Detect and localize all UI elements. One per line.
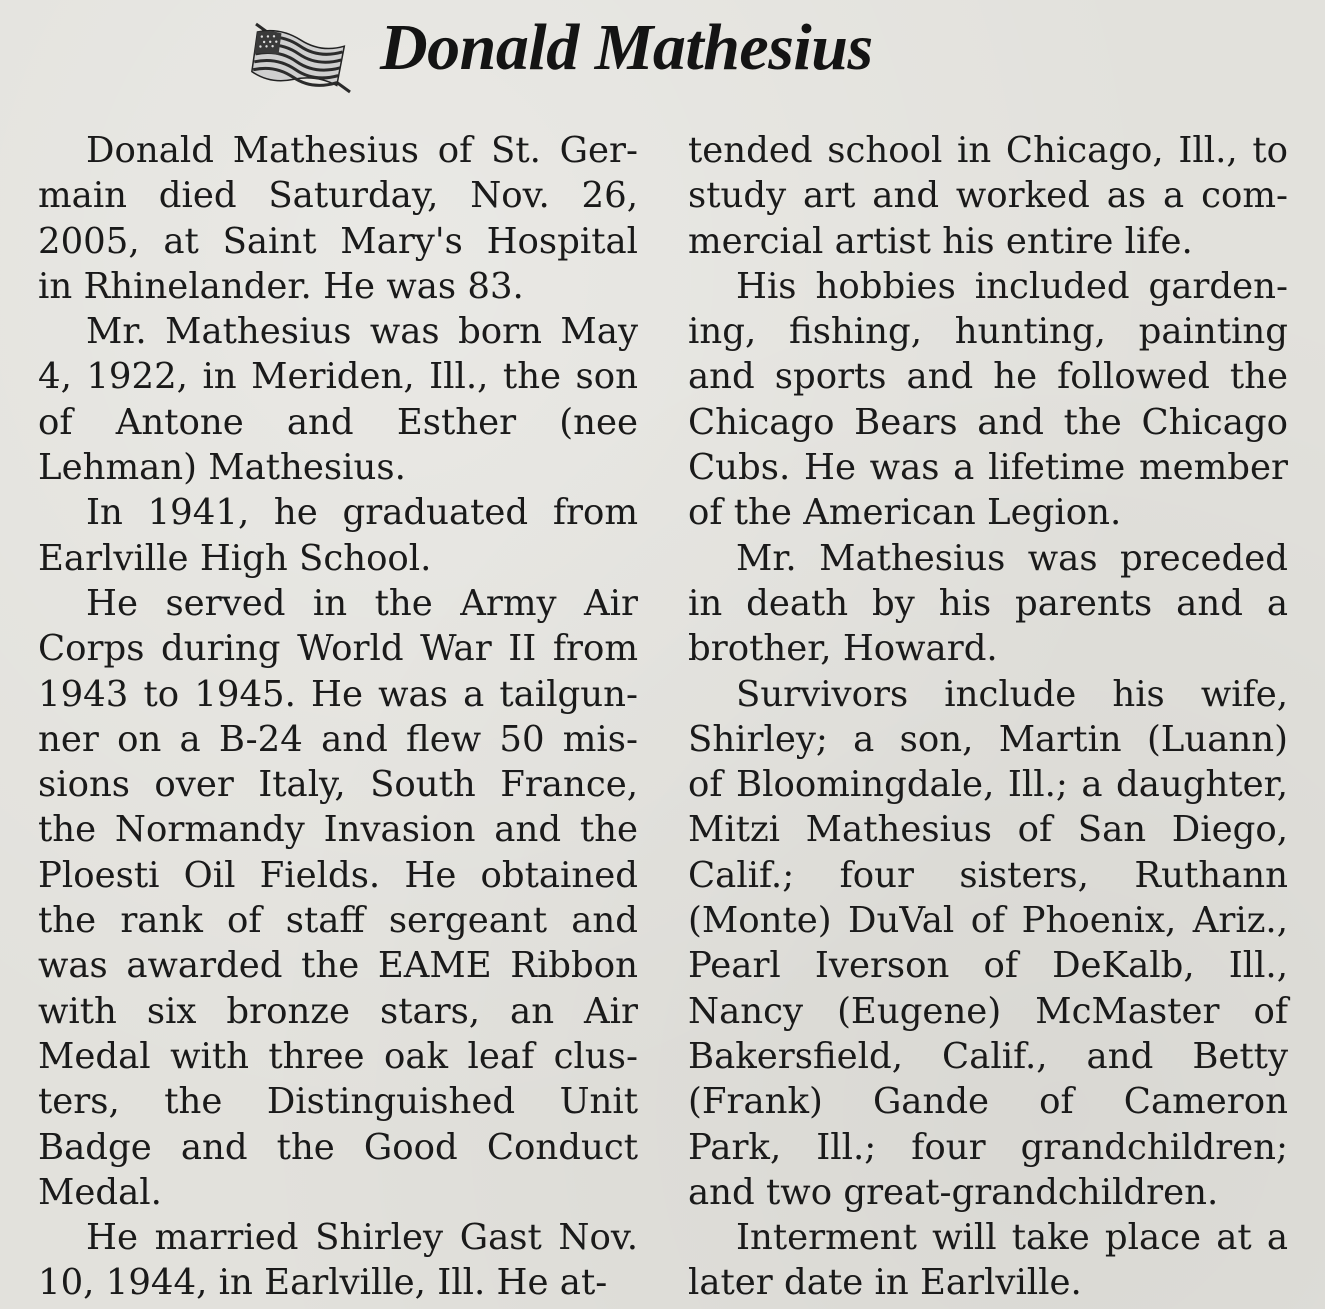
paragraph [688,128,1288,264]
paragraph [688,1215,1288,1306]
paragraph [38,1215,638,1306]
text-line: ing, fishing, hunting, painting [688,311,1288,353]
text-line: Mr. Mathesius was born May [86,311,638,353]
text-line: mercial artist his entire life. [688,220,1193,262]
text-line: He married Shirley Gast Nov. [86,1217,638,1259]
text-line: Earlville High School. [38,537,432,579]
text-line: 1943 to 1945. He was a tailgun- [38,673,638,715]
text-line: Mr. Mathesius was preceded [736,537,1288,579]
text-line: Park, Ill.; four grandchildren; [688,1126,1288,1168]
text-line: Badge and the Good Conduct [38,1126,638,1168]
text-line: and two great-grandchildren. [688,1171,1219,1213]
text-line: (Monte) DuVal of Phoenix, Ariz., [688,900,1288,942]
text-line: main died Saturday, Nov. 26, [38,175,638,217]
obituary-header [0,6,1325,106]
text-line: Medal with three oak leaf clus- [38,1035,638,1077]
paragraph [38,309,638,490]
text-line: the rank of staff sergeant and [38,900,638,942]
text-line: later date in Earlville. [688,1262,1082,1304]
text-line: In 1941, he graduated from [86,492,638,534]
text-line: His hobbies included garden- [736,265,1288,307]
text-line: Calif.; four sisters, Ruthann [688,854,1288,896]
text-line: Mitzi Mathesius of San Diego, [688,809,1288,851]
text-line: study art and worked as a com- [688,175,1288,217]
american-flag-icon [250,20,360,96]
text-line: Interment will take place at a [736,1217,1288,1259]
text-line: tended school in Chicago, Ill., to [688,130,1288,171]
right-column [688,128,1288,1306]
text-line: in Rhinelander. He was 83. [38,265,524,307]
text-line: of Antone and Esther (nee [38,401,638,443]
text-line: Medal. [38,1171,162,1213]
paragraph [38,490,638,581]
text-line: in death by his parents and a [688,582,1288,624]
text-line: Shirley; a son, Martin (Luann) [688,718,1288,760]
text-line: of the American Legion. [688,492,1122,534]
left-column [38,128,638,1306]
text-line: Chicago Bears and the Chicago [688,401,1288,443]
text-line: and sports and he followed the [688,356,1288,398]
text-line: (Frank) Gande of Cameron [688,1081,1288,1123]
text-line: the Normandy Invasion and the [38,809,638,851]
text-line: of Bloomingdale, Ill.; a daughter, [688,764,1288,806]
text-line: Survivors include his wife, [736,673,1288,715]
text-line: with six bronze stars, an Air [38,990,638,1032]
text-line: Lehman) Mathesius. [38,447,406,489]
text-line: 10, 1944, in Earlville, Ill. He at- [38,1262,608,1304]
text-line: Ploesti Oil Fields. He obtained [38,854,638,896]
obituary-title: Donald Mathesius [380,11,873,84]
text-line: Pearl Iverson of DeKalb, Ill., [688,945,1288,987]
text-line: Corps during World War II from [38,628,638,670]
paragraph [38,128,638,309]
text-line: Donald Mathesius of St. Ger- [86,130,638,171]
text-line: 4, 1922, in Meriden, Ill., the son [38,356,638,398]
paragraph [688,536,1288,672]
text-line: Bakersfield, Calif., and Betty [688,1035,1288,1077]
text-line: ters, the Distinguished Unit [38,1081,638,1123]
paragraph [688,264,1288,536]
text-line: Nancy (Eugene) McMaster of [688,990,1288,1032]
text-line: Cubs. He was a lifetime member [688,447,1288,489]
paragraph [688,672,1288,1216]
text-line: brother, Howard. [688,628,998,670]
text-line: sions over Italy, South France, [38,764,638,806]
text-line: was awarded the EAME Ribbon [38,945,638,987]
text-line: ner on a B-24 and flew 50 mis- [38,718,638,760]
paragraph [38,581,638,1215]
text-line: 2005, at Saint Mary's Hospital [38,220,638,262]
text-line: He served in the Army Air [86,582,638,624]
